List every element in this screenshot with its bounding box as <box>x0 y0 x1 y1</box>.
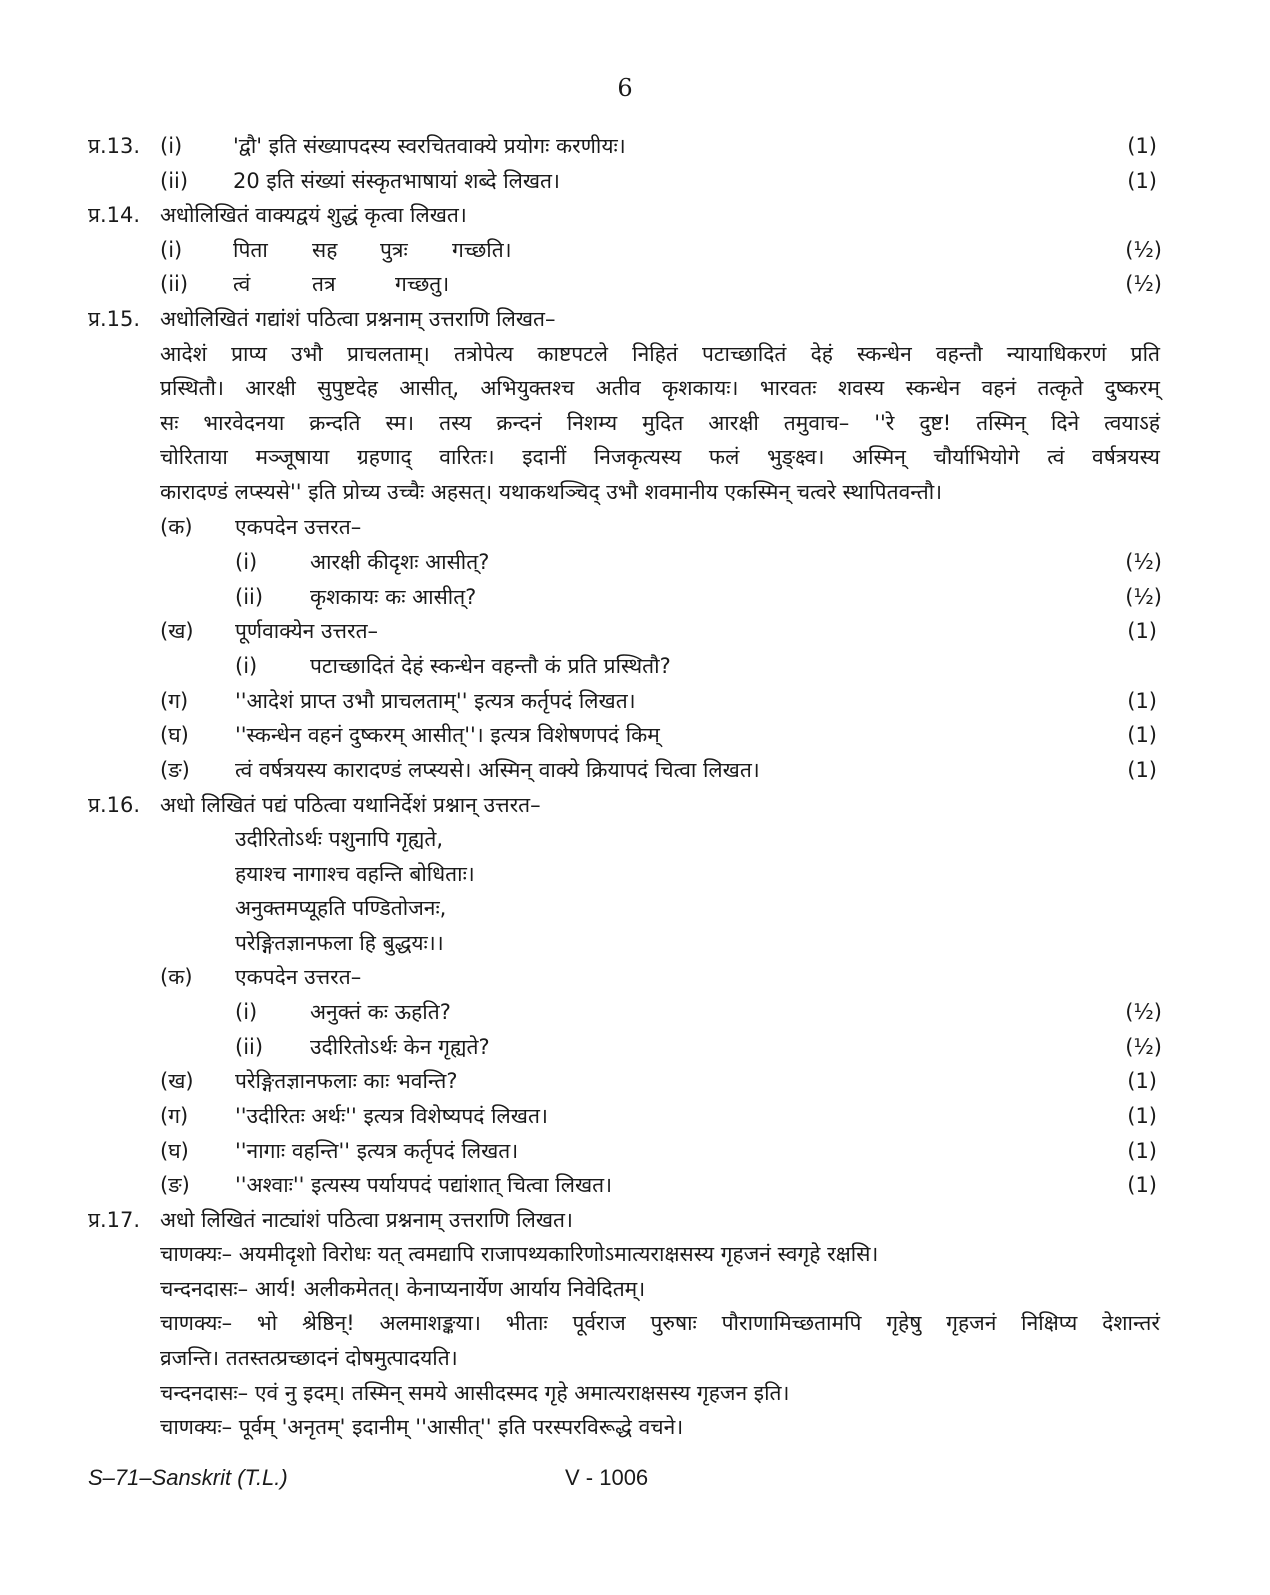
word: त्वं <box>233 272 251 296</box>
marks: (½) <box>1125 1035 1162 1059</box>
question-number: प्र.13. <box>88 134 141 158</box>
sub-text: एकपदेन उत्तरत– <box>235 515 362 539</box>
sub-text: ''अश्वाः'' इत्यस्य पर्यायपदं पद्यांशात् चित्वा लिखत। <box>235 1173 613 1197</box>
word: गच्छति। <box>452 238 512 262</box>
sub-label: (ङ) <box>160 1173 190 1197</box>
item-label: (ii) <box>160 169 189 193</box>
sub-text: ''उदीरितः अर्थः'' इत्यत्र विशेष्यपदं लिखत। <box>235 1104 548 1128</box>
dialogue-line: चन्दनदासः– एवं नु इदम्। तस्मिन् समये आसीदस्मद गृहे अमात्यराक्षसस्य गृहजन इति। <box>160 1381 790 1405</box>
footer-page-code: V - 1006 <box>565 1465 649 1490</box>
item-text: आरक्षी कीदृशः आसीत्? <box>310 550 490 574</box>
word: सह <box>312 238 338 262</box>
verse-line: हयाश्च नागाश्च वहन्ति बोधिताः। <box>235 862 475 886</box>
sub-text: पूर्णवाक्येन उत्तरत– <box>235 619 379 643</box>
sub-text: ''स्कन्धेन वहनं दुष्करम् आसीत्''। इत्यत्र विशेषणपदं किम् <box>235 723 660 747</box>
passage-line: चोरिताया मञ्जूषाया ग्रहणाद् वारितः। इदानीं निजकृत्यस्य फलं भुङ्क्ष्व। अस्मिन् चौर्याभियोगे त्वं वर्षत्रयस्य <box>160 445 1160 469</box>
verse-line: परेङ्गितज्ञानफला हि बुद्धयः।। <box>235 931 444 955</box>
item-text: 'द्वौ' इति संख्यापदस्य स्वरचितवाक्ये प्रयोगः करणीयः। <box>233 134 626 158</box>
page-number: 6 <box>617 74 633 102</box>
item-label: (i) <box>235 1000 258 1024</box>
passage-line: सः भारवेदनया क्रन्दति स्म। तस्य क्रन्दनं निशम्य मुदित आरक्षी तमुवाच– ''रे दुष्ट! तस्मिन् दिने त्वयाऽहं <box>160 411 1160 435</box>
item-label: (i) <box>160 238 183 262</box>
word: पुत्रः <box>380 238 408 262</box>
question-number: प्र.17. <box>88 1208 141 1232</box>
sub-label: (घ) <box>160 1139 189 1163</box>
marks: (1) <box>1127 1139 1157 1163</box>
word: गच्छतु। <box>395 272 450 296</box>
passage-line: आदेशं प्राप्य उभौ प्राचलताम्। तत्रोपेत्य काष्टपटले निहितं पटाच्छादितं देहं स्कन्धेन वहन्तौ न्यायाधिकरणं प्रति <box>160 342 1160 366</box>
marks: (1) <box>1127 134 1157 158</box>
item-label: (ii) <box>235 585 264 609</box>
question-number: प्र.15. <box>88 307 141 331</box>
passage-line: प्रस्थितौ। आरक्षी सुपुष्टदेह आसीत्, अभियुक्तश्च अतीव कृशकायः। भारवतः शवस्य स्कन्धेन वहनं तत्कृते दुष्करम् <box>160 376 1160 400</box>
item-label: (ii) <box>160 272 189 296</box>
sub-text: परेङ्गितज्ञानफलाः काः भवन्ति? <box>235 1069 458 1093</box>
marks: (1) <box>1127 1069 1157 1093</box>
marks: (½) <box>1125 1000 1162 1024</box>
verse-line: उदीरितोऽर्थः पशुनापि गृह्यते, <box>235 827 444 851</box>
marks: (1) <box>1127 169 1157 193</box>
sub-label: (क) <box>160 965 193 989</box>
sub-text: त्वं वर्षत्रयस्य कारादण्डं लप्स्यसे। अस्मिन् वाक्ये क्रियापदं चित्वा लिखत। <box>235 758 760 782</box>
question-heading: अधोलिखितं गद्यांशं पठित्वा प्रश्ननाम् उत्तराणि लिखत– <box>160 307 556 331</box>
sub-label: (ख) <box>160 1069 194 1093</box>
item-label: (i) <box>235 654 258 678</box>
item-text: अनुक्तं कः ऊहति? <box>310 1000 451 1024</box>
marks: (½) <box>1125 272 1162 296</box>
item-label: (i) <box>160 134 183 158</box>
marks: (½) <box>1125 585 1162 609</box>
dialogue-line: चन्दनदासः– आर्य! अलीकमेतत्। केनाप्यनार्येण आर्याय निवेदितम्। <box>160 1277 646 1301</box>
footer-code: S–71–Sanskrit (T.L.) <box>88 1465 288 1490</box>
item-text: कृशकायः कः आसीत्? <box>310 585 477 609</box>
sub-label: (क) <box>160 515 193 539</box>
marks: (1) <box>1127 689 1157 713</box>
dialogue-line: चाणक्यः– भो श्रेष्ठिन्! अलमाशङ्कया। भीताः पूर्वराज पुरुषाः पौराणामिच्छतामपि गृहेषु गृहजनं निक्षिप्य देशान्तरं <box>160 1311 1160 1335</box>
passage-line: कारादण्डं लप्स्यसे'' इति प्रोच्य उच्चैः अहसत्। यथाकथञ्चिद् उभौ शवमानीय एकस्मिन् चत्वरे स्थापितवन्तौ। <box>160 480 943 504</box>
sub-text: ''आदेशं प्राप्त उभौ प्राचलताम्'' इत्यत्र कर्तृपदं लिखत। <box>235 689 636 713</box>
marks: (1) <box>1127 619 1157 643</box>
item-text: उदीरितोऽर्थः केन गृह्यते? <box>310 1035 490 1059</box>
marks: (1) <box>1127 723 1157 747</box>
marks: (1) <box>1127 1173 1157 1197</box>
item-label: (i) <box>235 550 258 574</box>
dialogue-line: चाणक्यः– अयमीदृशो विरोधः यत् त्वमद्यापि राजापथ्यकारिणोऽमात्यराक्षसस्य गृहजनं स्वगृहे रक्षसि। <box>160 1242 879 1266</box>
sub-label: (घ) <box>160 723 189 747</box>
item-label: (ii) <box>235 1035 264 1059</box>
question-number: प्र.16. <box>88 793 141 817</box>
dialogue-line: चाणक्यः– पूर्वम् 'अनृतम्' इदानीम् ''आसीत्'' इति परस्परविरूद्धे वचने। <box>160 1415 684 1439</box>
sub-label: (ग) <box>160 689 189 713</box>
dialogue-line: व्रजन्ति। ततस्तत्प्रच्छादनं दोषमुत्पादयति। <box>160 1346 458 1370</box>
question-heading: अधोलिखितं वाक्यद्वयं शुद्धं कृत्वा लिखत। <box>160 203 467 227</box>
sub-text: एकपदेन उत्तरत– <box>235 965 362 989</box>
item-text: पटाच्छादितं देहं स्कन्धेन वहन्तौ कं प्रति प्रस्थितौ? <box>310 654 671 678</box>
sub-label: (ख) <box>160 619 194 643</box>
marks: (1) <box>1127 1104 1157 1128</box>
sub-label: (ग) <box>160 1104 189 1128</box>
word: पिता <box>233 238 268 262</box>
word: तत्र <box>312 272 336 296</box>
question-number: प्र.14. <box>88 203 141 227</box>
marks: (½) <box>1125 238 1162 262</box>
verse-line: अनुक्तमप्यूहति पण्डितोजनः, <box>235 896 447 920</box>
sub-text: ''नागाः वहन्ति'' इत्यत्र कर्तृपदं लिखत। <box>235 1139 519 1163</box>
item-text: 20 इति संख्यां संस्कृतभाषायां शब्दे लिखत। <box>233 169 560 193</box>
sub-label: (ङ) <box>160 758 190 782</box>
marks: (1) <box>1127 758 1157 782</box>
question-heading: अधो लिखितं पद्यं पठित्वा यथानिर्देशं प्रश्नान् उत्तरत– <box>160 793 541 817</box>
question-heading: अधो लिखितं नाट्यांशं पठित्वा प्रश्ननाम् उत्तराणि लिखत। <box>160 1208 573 1232</box>
marks: (½) <box>1125 550 1162 574</box>
